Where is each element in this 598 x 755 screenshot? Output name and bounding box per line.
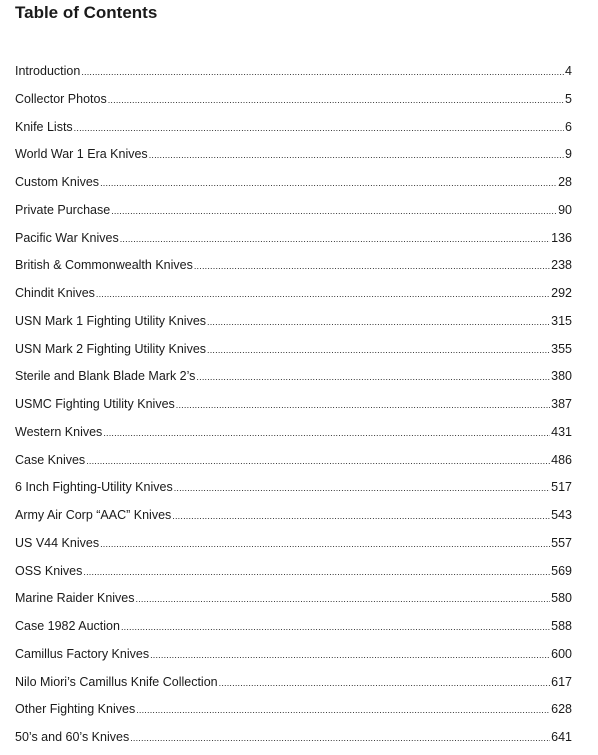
- toc-entry[interactable]: [15, 672, 572, 700]
- toc-leader-dots: [111, 201, 557, 221]
- toc-entry[interactable]: [15, 699, 572, 727]
- toc-entry[interactable]: [15, 117, 572, 145]
- toc-leader-dots: [194, 256, 550, 276]
- toc-entry-title: OSS Knives: [15, 563, 83, 578]
- toc-entry-page: 641: [551, 730, 572, 744]
- toc-entry-page: 431: [551, 424, 572, 439]
- toc-entry[interactable]: [15, 89, 572, 117]
- toc-entry-page: 5: [565, 91, 572, 106]
- toc-leader-dots: [130, 728, 550, 748]
- toc-entry[interactable]: [15, 311, 572, 339]
- toc-leader-dots: [81, 62, 564, 82]
- toc-entry-page: 355: [551, 341, 572, 356]
- toc-entry[interactable]: [15, 61, 572, 89]
- toc-entry[interactable]: [15, 588, 572, 616]
- toc-entry-title: 6 Inch Fighting-Utility Knives: [15, 480, 173, 495]
- toc-leader-dots: [176, 395, 550, 415]
- toc-entry-title: Other Fighting Knives: [15, 702, 136, 717]
- toc-leader-dots: [172, 506, 550, 526]
- toc-entry[interactable]: [15, 505, 572, 533]
- toc-entry-page: 136: [551, 230, 572, 245]
- toc-entry-page: 292: [551, 286, 572, 300]
- toc-leader-dots: [149, 145, 564, 165]
- toc-entry-title: Introduction: [15, 64, 81, 78]
- toc-leader-dots: [136, 700, 550, 720]
- toc-leader-dots: [96, 284, 550, 304]
- toc-entry-page: 517: [551, 480, 572, 495]
- toc-list: [15, 61, 572, 755]
- toc-entry-title: US V44 Knives: [15, 535, 100, 550]
- toc-entry-title: Camillus Factory Knives: [15, 646, 150, 661]
- toc-leader-dots: [174, 478, 550, 498]
- toc-entry-page: 90: [558, 202, 572, 217]
- toc-leader-dots: [86, 451, 550, 471]
- toc-entry[interactable]: [15, 422, 572, 450]
- toc-entry-title: Case Knives: [15, 452, 86, 467]
- toc-entry[interactable]: [15, 561, 572, 589]
- toc-entry-page: 380: [551, 369, 572, 384]
- toc-entry-page: 588: [551, 619, 572, 633]
- toc-leader-dots: [207, 340, 550, 360]
- toc-entry-page: 557: [551, 535, 572, 550]
- toc-entry-page: 9: [565, 147, 572, 162]
- toc-entry-page: 600: [551, 646, 572, 661]
- toc-entry[interactable]: [15, 172, 572, 200]
- toc-leader-dots: [196, 367, 550, 387]
- toc-leader-dots: [207, 312, 550, 332]
- toc-entry[interactable]: [15, 616, 572, 644]
- toc-entry[interactable]: [15, 144, 572, 172]
- toc-entry[interactable]: [15, 255, 572, 283]
- toc-entry-title: USMC Fighting Utility Knives: [15, 397, 175, 411]
- toc-entry-title: 50’s and 60’s Knives: [15, 730, 130, 744]
- toc-entry-page: 238: [551, 258, 572, 273]
- toc-entry-title: Case 1982 Auction: [15, 619, 120, 633]
- toc-entry-page: 617: [551, 674, 572, 689]
- toc-entry-title: Pacific War Knives: [15, 230, 119, 245]
- toc-entry-page: 315: [551, 313, 572, 328]
- toc-entry-page: 28: [558, 175, 572, 189]
- toc-leader-dots: [103, 423, 550, 443]
- toc-entry-page: 580: [551, 591, 572, 606]
- toc-entry-page: 628: [551, 702, 572, 717]
- toc-entry-title: Knife Lists: [15, 119, 73, 134]
- toc-entry-title: Marine Raider Knives: [15, 591, 135, 606]
- toc-entry[interactable]: [15, 228, 572, 256]
- toc-entry[interactable]: [15, 477, 572, 505]
- toc-entry-title: USN Mark 2 Fighting Utility Knives: [15, 341, 207, 356]
- toc-entry-page: 543: [551, 508, 572, 522]
- toc-entry-title: Western Knives: [15, 424, 103, 439]
- toc-entry[interactable]: [15, 366, 572, 394]
- page-title: Table of Contents: [15, 3, 158, 22]
- toc-entry-page: 486: [551, 452, 572, 467]
- toc-entry[interactable]: [15, 450, 572, 478]
- toc-entry[interactable]: [15, 533, 572, 561]
- toc-entry[interactable]: [15, 644, 572, 672]
- toc-leader-dots: [83, 562, 550, 582]
- toc-entry[interactable]: [15, 727, 572, 755]
- toc-entry-page: 387: [551, 397, 572, 411]
- toc-entry[interactable]: [15, 283, 572, 311]
- toc-entry[interactable]: [15, 394, 572, 422]
- toc-entry-page: 569: [551, 563, 572, 578]
- toc-leader-dots: [74, 118, 564, 138]
- toc-leader-dots: [219, 673, 551, 693]
- toc-leader-dots: [136, 589, 551, 609]
- toc-entry-title: Collector Photos: [15, 91, 107, 106]
- toc-entry-page: 4: [565, 64, 572, 78]
- toc-entry-title: Sterile and Blank Blade Mark 2’s: [15, 369, 196, 384]
- toc-entry-title: British & Commonwealth Knives: [15, 258, 193, 273]
- toc-entry-title: Private Purchase: [15, 202, 111, 217]
- toc-entry-title: World War 1 Era Knives: [15, 147, 148, 162]
- toc-leader-dots: [121, 617, 550, 637]
- toc-entry[interactable]: [15, 200, 572, 228]
- toc-leader-dots: [150, 645, 550, 665]
- toc-entry[interactable]: [15, 339, 572, 367]
- toc-leader-dots: [120, 229, 550, 249]
- toc-entry-title: Nilo Miori’s Camillus Knife Collection: [15, 674, 218, 689]
- toc-entry-title: Chindit Knives: [15, 286, 95, 300]
- toc-entry-title: USN Mark 1 Fighting Utility Knives: [15, 313, 207, 328]
- toc-leader-dots: [100, 173, 557, 193]
- toc-leader-dots: [108, 90, 564, 110]
- toc-leader-dots: [100, 534, 550, 554]
- toc-entry-title: Army Air Corp “AAC” Knives: [15, 508, 172, 522]
- toc-entry-page: 6: [565, 119, 572, 134]
- toc-entry-title: Custom Knives: [15, 175, 100, 189]
